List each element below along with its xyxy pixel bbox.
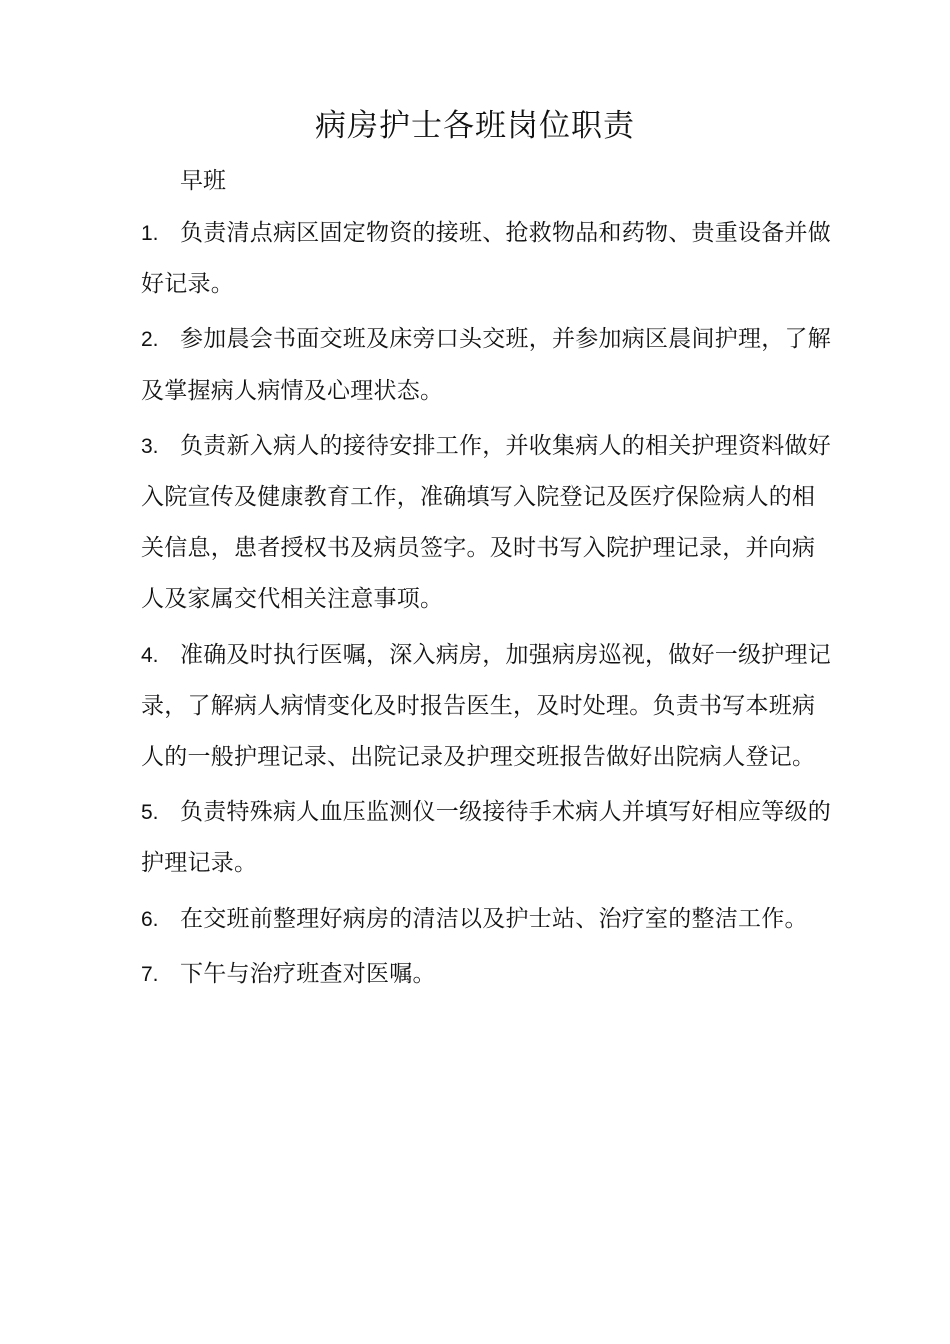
item-text: 负责特殊病人血压监测仪一级接待手术病人并填写好相应等级的护理记录。 bbox=[141, 799, 831, 877]
section-heading: 早班 bbox=[180, 168, 226, 194]
item-number: 3. bbox=[141, 434, 159, 458]
item-number: 1. bbox=[141, 222, 159, 245]
item-number: 5. bbox=[141, 801, 159, 825]
list-item bbox=[141, 949, 831, 1000]
item-text: 准确及时执行医嘱，深入病房，加强病房巡视，做好一级护理记录，了解病人病情变化及时报告医生，及时处理。负责书写本班病人的一般护理记录、出院记录及护理交班报告做好出院病人登记。 bbox=[141, 641, 831, 771]
item-text: 负责清点病区固定物资的接班、抢救物品和药物、贵重设备并做好记录。 bbox=[141, 220, 831, 298]
item-number: 4. bbox=[141, 643, 159, 667]
item-text: 参加晨会书面交班及床旁口头交班，并参加病区晨间护理，了解及掌握病人病情及心理状态。 bbox=[141, 326, 831, 404]
duty-list bbox=[141, 208, 831, 1004]
item-number: 2. bbox=[141, 328, 159, 352]
list-item bbox=[141, 787, 831, 889]
document-title: 病房护士各班岗位职责 bbox=[315, 108, 635, 144]
list-item bbox=[141, 894, 831, 945]
list-item bbox=[141, 630, 831, 784]
item-text: 负责新入病人的接待安排工作，并收集病人的相关护理资料做好入院宣传及健康教育工作，准确填写入院登记及医疗保险病人的相关信息，患者授权书及病员签字。及时书写入院护理记录，并向病人及家属交代相关注意事项。 bbox=[141, 432, 831, 613]
item-text: 下午与治疗班查对医嘱。 bbox=[180, 960, 436, 987]
list-item bbox=[141, 421, 831, 626]
item-text: 在交班前整理好病房的清洁以及护士站、治疗室的整洁工作。 bbox=[180, 905, 808, 932]
list-item bbox=[141, 314, 831, 416]
item-number: 7. bbox=[141, 962, 159, 986]
list-item bbox=[141, 208, 831, 310]
item-number: 6. bbox=[141, 907, 159, 931]
